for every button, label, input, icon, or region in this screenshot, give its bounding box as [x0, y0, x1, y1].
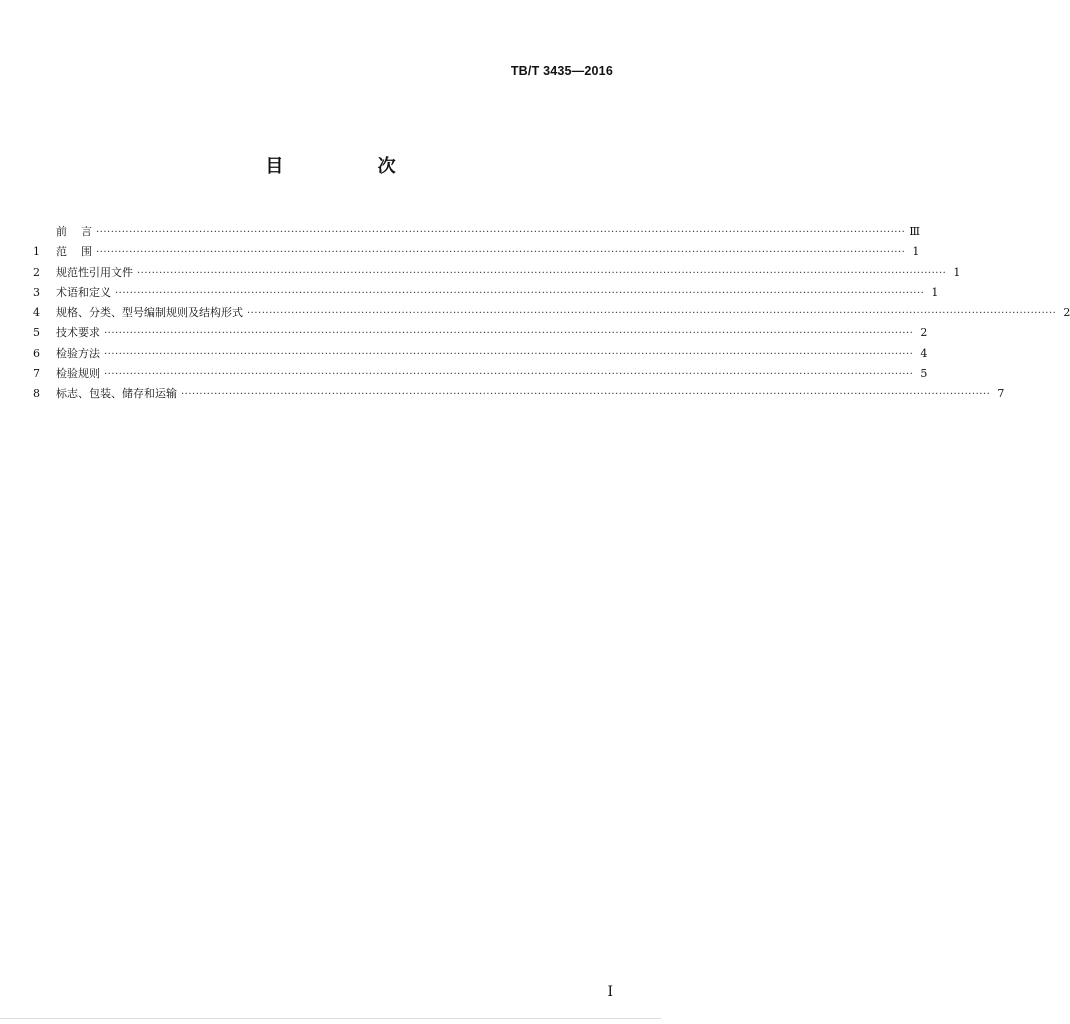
- toc-entry-number: 6: [33, 346, 40, 360]
- toc-entry-label: 术语和定义: [56, 285, 111, 299]
- toc-entry[interactable]: [33, 384, 1005, 404]
- toc-entry-page: 2: [920, 326, 928, 340]
- toc-entry-page: 5: [920, 367, 928, 381]
- toc-entry-number: 1: [33, 245, 40, 259]
- toc-entry-label: 检验方法: [56, 346, 100, 360]
- toc-entry-number: 8: [33, 387, 40, 401]
- toc-entry[interactable]: [33, 263, 961, 283]
- page-number: I: [607, 984, 613, 1000]
- toc-entry-page: Ⅲ: [909, 225, 920, 238]
- toc-entry-number: 4: [33, 306, 40, 320]
- toc-entry-label: 标志、包装、储存和运输: [56, 387, 177, 401]
- toc-entry-number: 3: [33, 285, 40, 299]
- toc-entry-page: 4: [920, 346, 928, 360]
- toc-entry-page: 7: [997, 387, 1005, 401]
- toc-entry-label: 规范性引用文件: [56, 265, 133, 279]
- toc-dot-leader: ····························································································································································································································: [104, 328, 914, 340]
- toc-entry[interactable]: [33, 303, 1070, 323]
- toc-entry-page: 2: [1063, 306, 1070, 320]
- toc-entry[interactable]: [33, 364, 928, 384]
- toc-entry[interactable]: [33, 242, 920, 262]
- toc-entry[interactable]: [33, 323, 928, 343]
- toc-dot-leader: ····························································································································································································································: [137, 267, 947, 279]
- toc-dot-leader: ····························································································································································································································: [96, 247, 906, 259]
- toc-entry-number: 2: [33, 265, 40, 279]
- page-divider: [0, 1018, 661, 1019]
- toc-entry-label: 前 言: [56, 225, 92, 238]
- title-char-left: 目: [265, 156, 284, 177]
- toc-entry-label: 检验规则: [56, 367, 100, 381]
- toc-dot-leader: ····························································································································································································································: [115, 287, 925, 299]
- table-of-contents: [33, 222, 1070, 405]
- toc-entry-label: 范 围: [56, 245, 92, 259]
- toc-dot-leader: ····························································································································································································································: [96, 227, 906, 238]
- document-code: TB/T 3435—2016: [510, 64, 613, 78]
- toc-entry[interactable]: [33, 283, 939, 303]
- toc-dot-leader: ····························································································································································································································: [181, 389, 991, 401]
- toc-entry-page: 1: [931, 285, 939, 299]
- toc-entry-page: 1: [953, 265, 961, 279]
- title-char-right: 次: [377, 156, 396, 177]
- toc-entry-number: 5: [33, 326, 40, 340]
- toc-entry[interactable]: [33, 222, 920, 242]
- toc-dot-leader: ····························································································································································································································: [247, 308, 1057, 320]
- toc-dot-leader: ····························································································································································································································: [104, 348, 914, 360]
- toc-entry-label: 技术要求: [56, 326, 100, 340]
- toc-entry[interactable]: [33, 344, 928, 364]
- toc-entry-label: 规格、分类、型号编制规则及结构形式: [56, 306, 243, 320]
- page-title: [0, 152, 661, 178]
- toc-dot-leader: ····························································································································································································································: [104, 369, 914, 381]
- toc-entry-page: 1: [912, 245, 920, 259]
- toc-entry-number: 7: [33, 367, 40, 381]
